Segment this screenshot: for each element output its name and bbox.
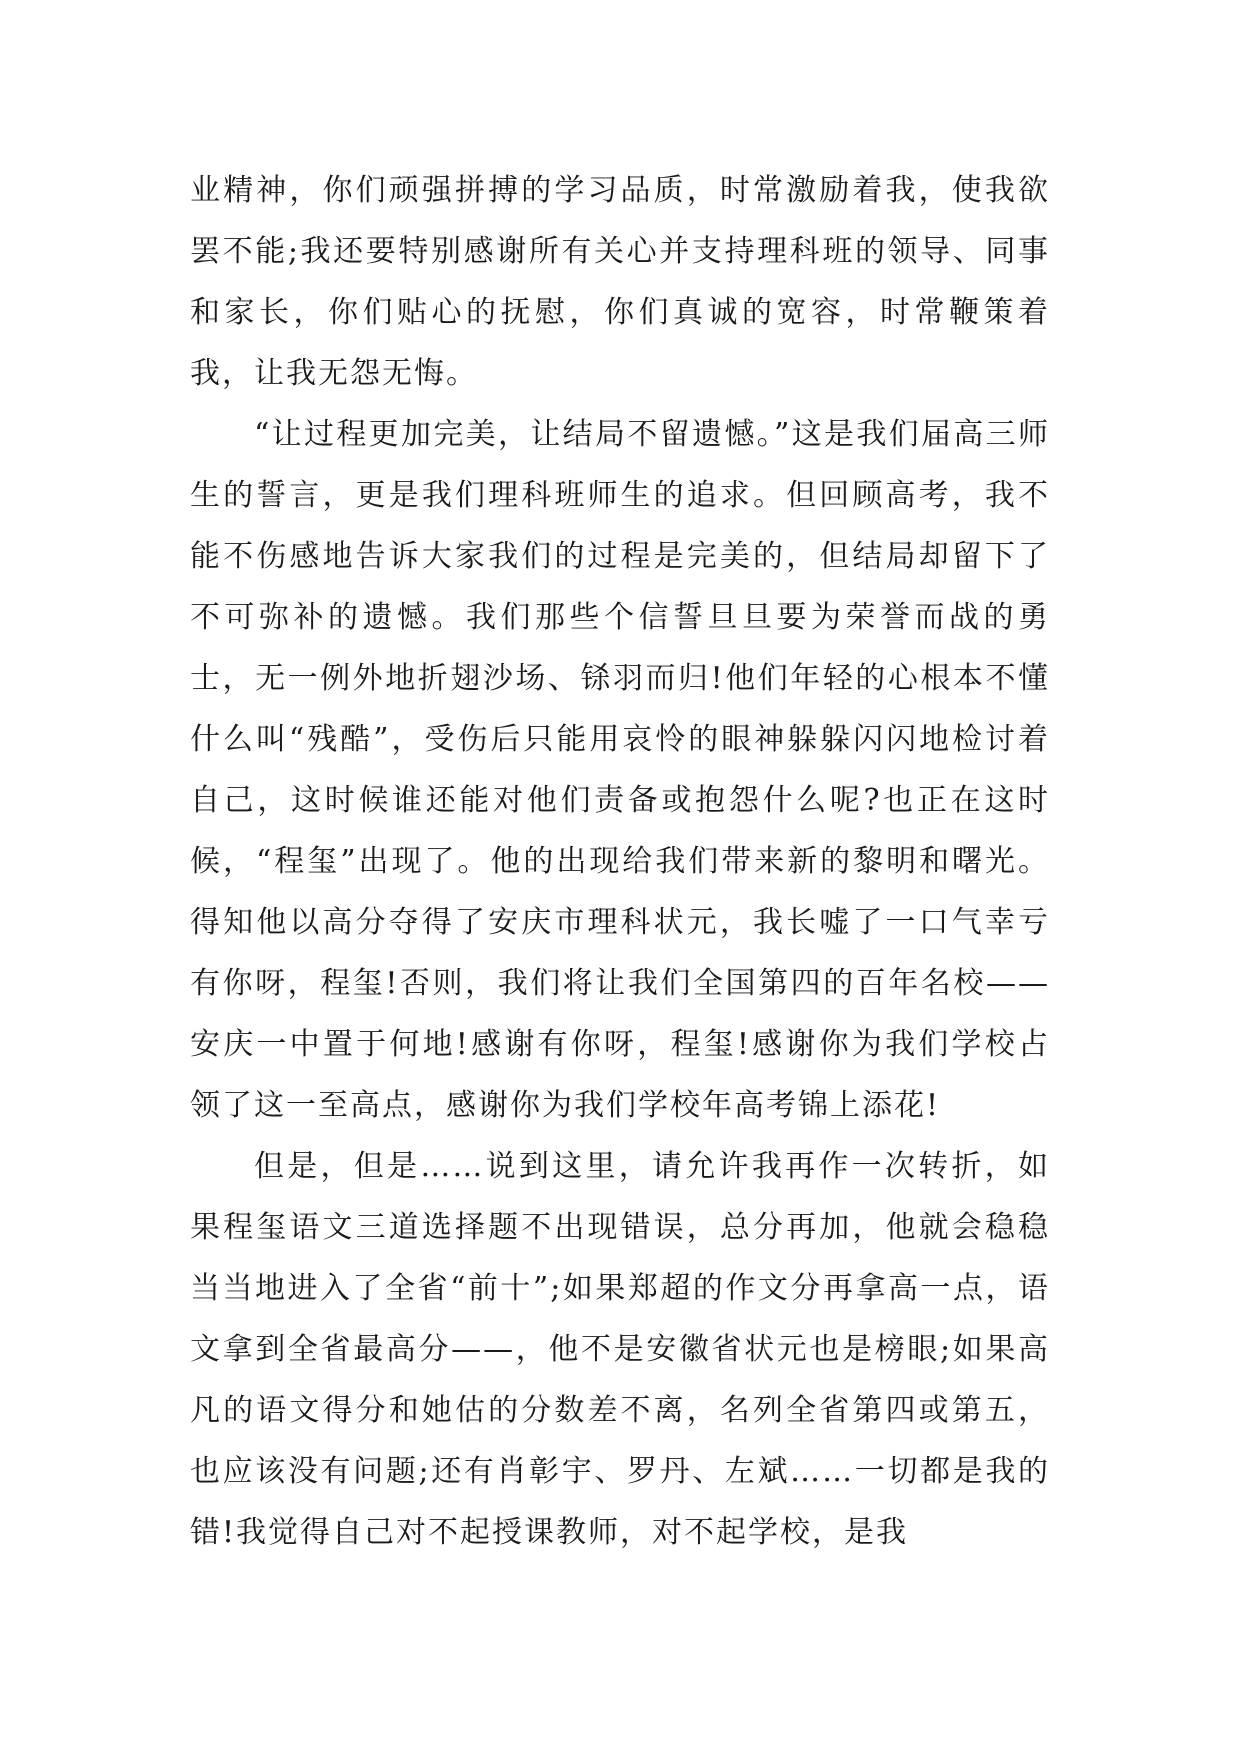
paragraph-1: 业精神，你们顽强拼搏的学习品质，时常激励着我，使我欲罢不能;我还要特别感谢所有关心并支持理科班的领导、同事和家长，你们贴心的抚慰，你们真诚的宽容，时常鞭策着我，让我无怨无悔。 (190, 173, 1050, 391)
paragraph-2: “让过程更加完美，让结局不留遗憾。”这是我们届高三师生的誓言，更是我们理科班师生的追求。但回顾高考，我不能不伤感地告诉大家我们的过程是完美的，但结局却留下了不可弥补的遗憾。我们那些个信誓旦旦要为荣誉而战的勇士，无一例外地折翅沙场、铩羽而归!他们年轻的心根本不懂什么叫“残酷”，受伤后只能用哀怜的眼神躲躲闪闪地检讨着自己，这时候谁还能对他们责备或抱怨什么呢?也正在这时候，“程玺”出现了。他的出现给我们带来新的黎明和曙光。得知他以高分夺得了安庆市理科状元，我长嘘了一口气幸亏有你呀，程玺!否则，我们将让我们全国第四的百年名校——安庆一中置于何地!感谢有你呀，程玺!感谢你为我们学校占领了这一至高点，感谢你为我们学校年高考锦上添花! (190, 417, 1050, 1123)
paragraph-3: 但是，但是……说到这里，请允许我再作一次转折，如果程玺语文三道选择题不出现错误，总分再加，他就会稳稳当当地进入了全省“前十”;如果郑超的作文分再拿高一点，语文拿到全省最高分——，他不是安徽省状元也是榜眼;如果高凡的语文得分和她估的分数差不离，名列全省第四或第五，也应该没有问题;还有肖彰宇、罗丹、左斌……一切都是我的错!我觉得自己对不起授课教师，对不起学校，是我 (190, 1149, 1050, 1550)
document-body (190, 160, 1050, 1563)
